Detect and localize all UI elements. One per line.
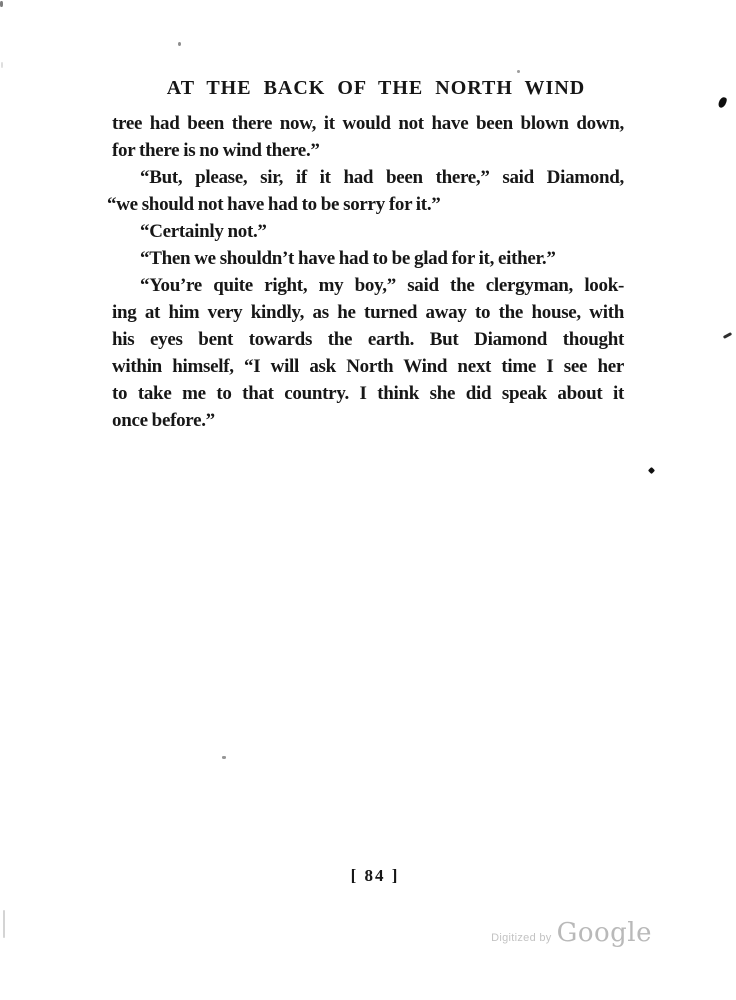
- text-line: “You’re quite right, my boy,” said the clergyman, look-: [140, 275, 624, 296]
- text-line: his eyes bent towards the earth. But Diamond thought: [112, 329, 624, 350]
- text-line: once before.”: [112, 410, 215, 431]
- ink-dot-icon: [648, 467, 655, 474]
- scan-scratch-icon: [3, 910, 5, 938]
- page-number: [ 84 ]: [350, 866, 400, 885]
- digitized-by-google-watermark: [0, 920, 652, 946]
- page-text: [107, 110, 624, 434]
- text-line: within himself, “I will ask North Wind next time I see her: [112, 356, 624, 377]
- text-line: “Then we shouldn’t have had to be glad for it, either.”: [140, 248, 556, 269]
- text-line: to take me to that country. I think she did speak about it: [112, 383, 624, 404]
- digitized-by-label: Digitized by: [491, 932, 552, 944]
- text-line: for there is no wind there.”: [112, 140, 320, 161]
- scan-speck-icon: [1, 62, 3, 68]
- text-line: tree had been there now, it would not have been blown down,: [112, 113, 624, 134]
- scan-speck-icon: [0, 1, 3, 7]
- scan-speck-icon: [178, 42, 181, 46]
- google-logo: Google: [556, 918, 652, 948]
- text-line: “we should not have had to be sorry for it.”: [107, 194, 441, 215]
- text-line: “Certainly not.”: [140, 221, 267, 242]
- running-head: AT THE BACK OF THE NORTH WIND: [166, 77, 586, 99]
- ink-tick-icon: [723, 332, 732, 339]
- text-line: ing at him very kindly, as he turned away to the house, with: [112, 302, 624, 323]
- text-line: “But, please, sir, if it had been there,” said Diamond,: [140, 167, 624, 188]
- scan-speck-icon: [222, 756, 226, 759]
- scan-speck-icon: [517, 70, 520, 73]
